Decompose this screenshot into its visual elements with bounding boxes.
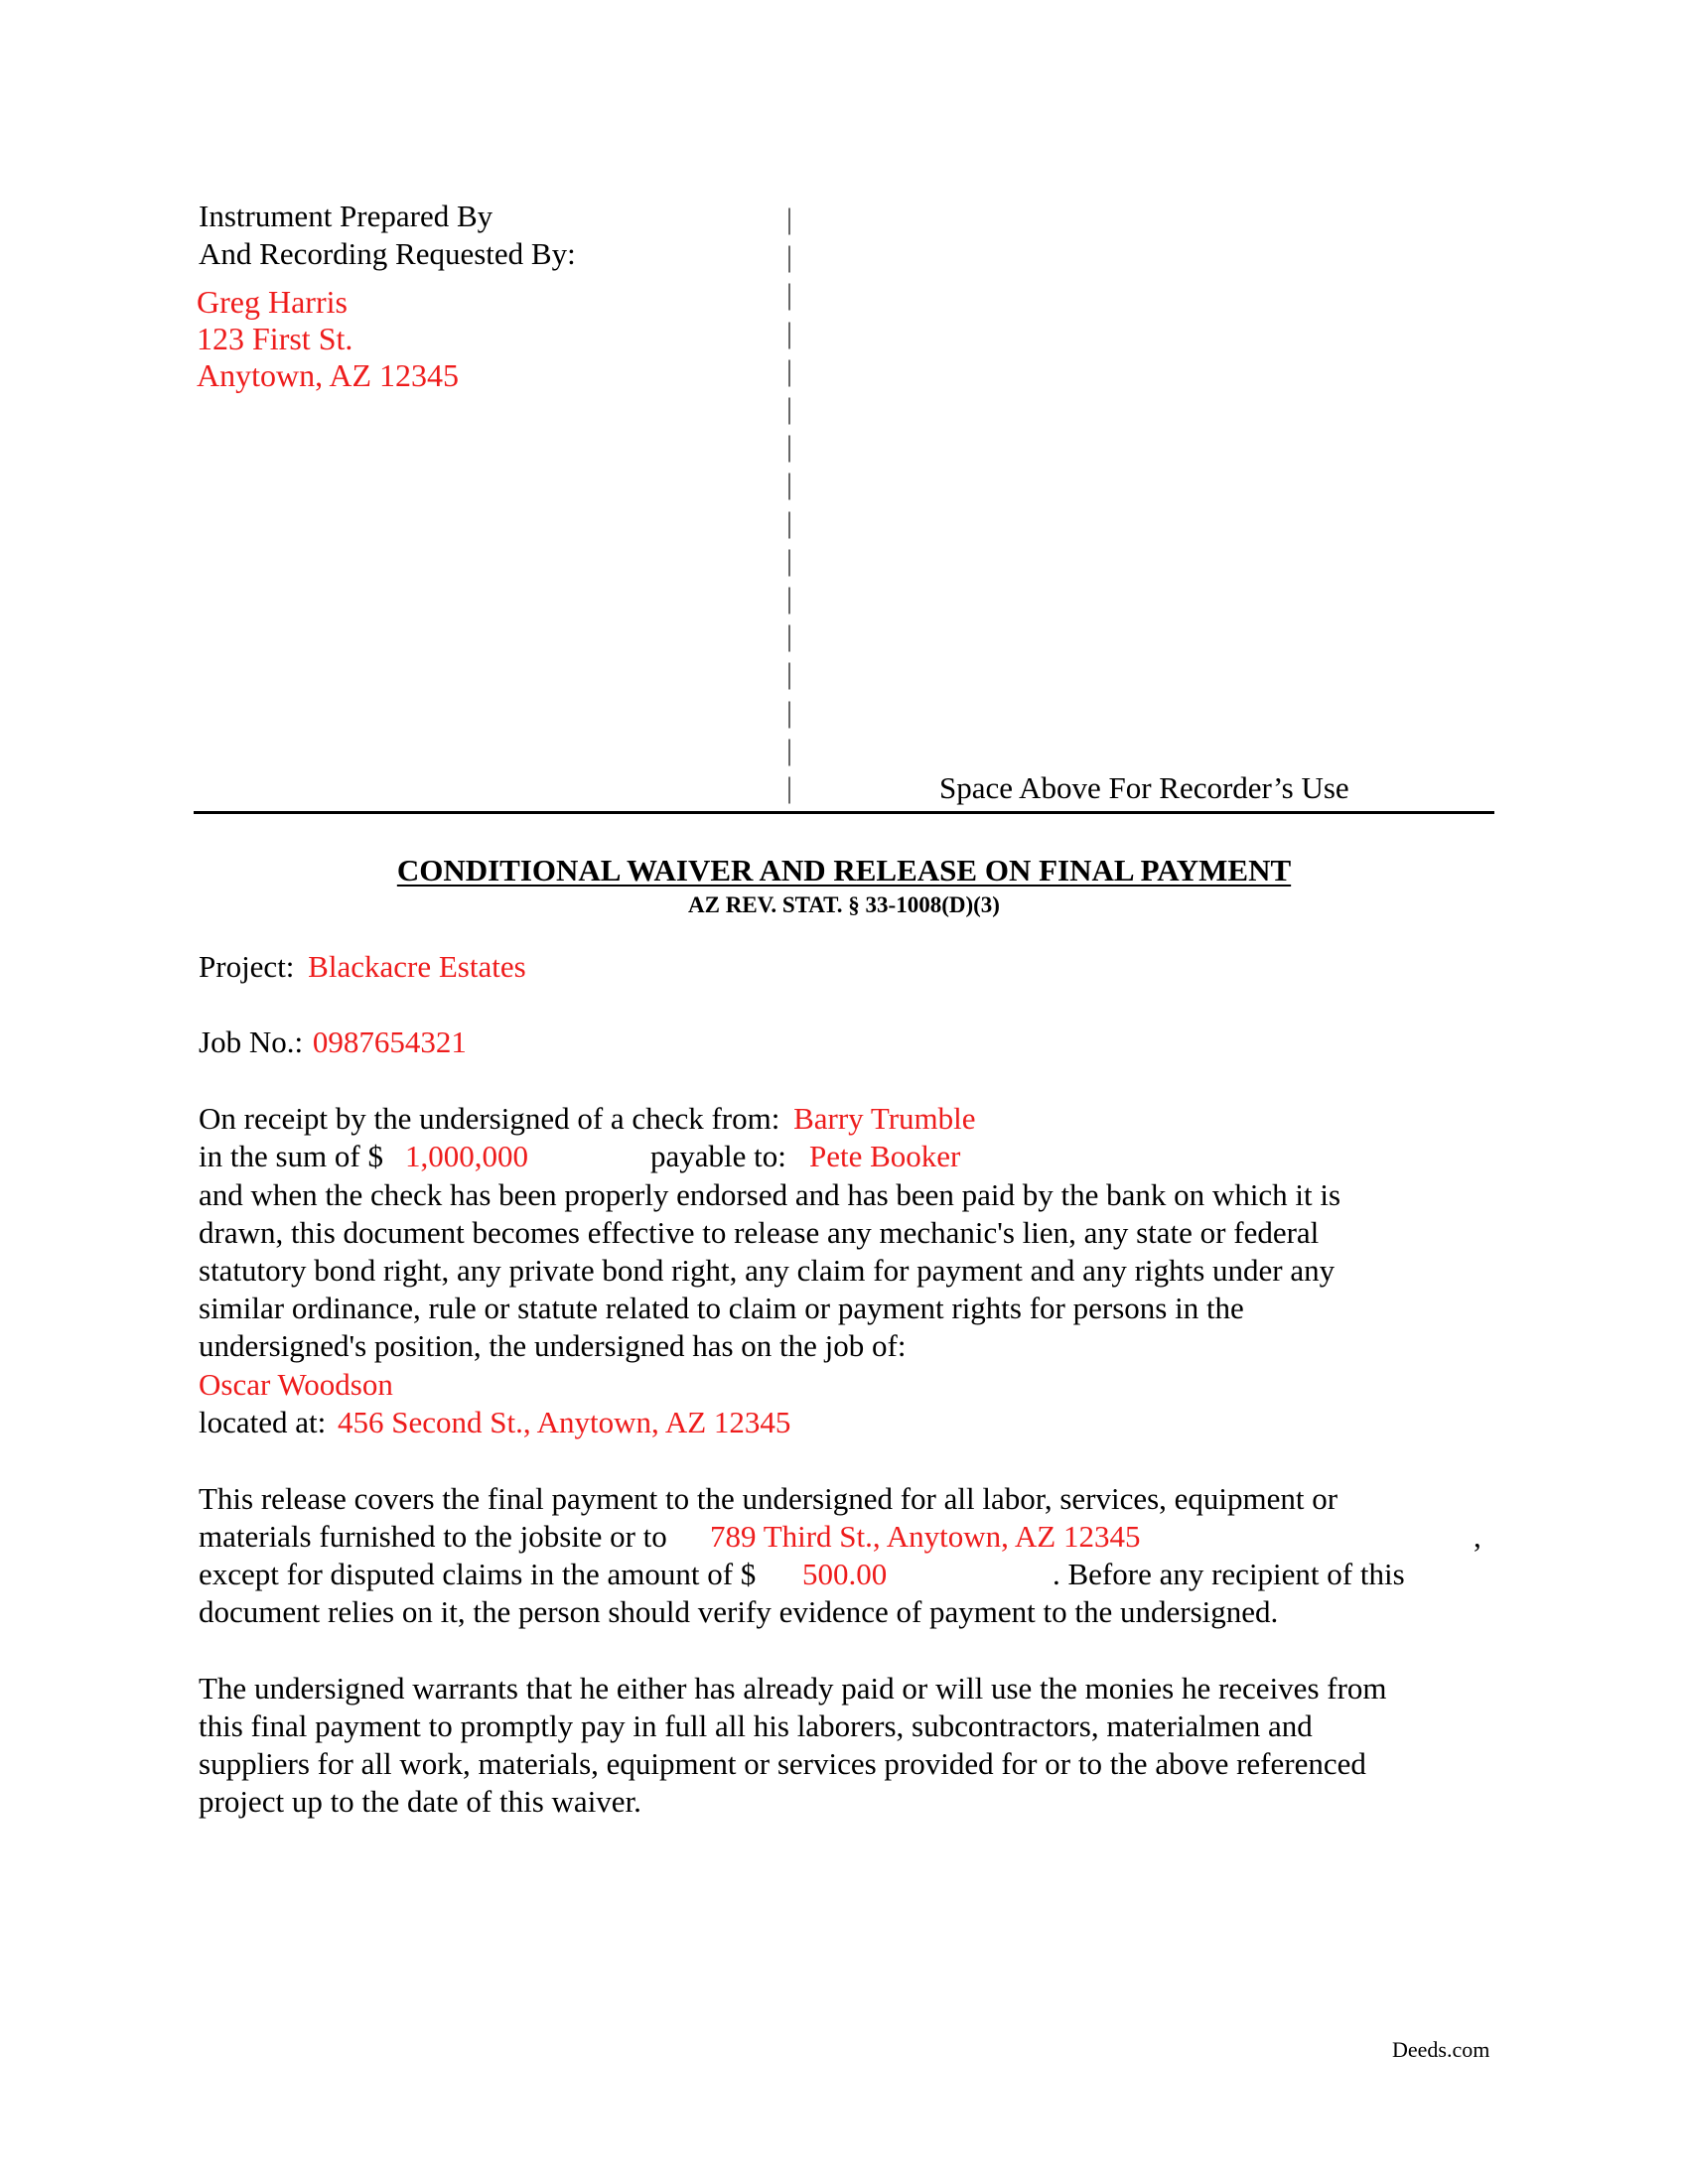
recorder-divider-bar: |: [786, 657, 793, 691]
job-owner-value: Oscar Woodson: [199, 1367, 393, 1402]
recorder-rule: [194, 811, 1494, 814]
recorder-space-label: Space Above For Recorder’s Use: [939, 770, 1349, 805]
recorder-divider-bar: |: [786, 203, 793, 235]
para2-line-1: This release covers the final payment to the undersigned for all labor, services, equipment or: [199, 1481, 1338, 1516]
recorder-divider-bar: |: [786, 771, 793, 805]
check-from-line: [199, 1100, 976, 1138]
prepared-by-line-1: Instrument Prepared By: [199, 199, 493, 233]
recorder-divider-bar: |: [786, 392, 793, 426]
job-value: 0987654321: [312, 1024, 467, 1059]
para1-body-line-1: and when the check has been properly endorsed and has been paid by the bank on which it is: [199, 1177, 1341, 1212]
recorder-divider-bar: |: [786, 733, 793, 766]
recorder-divider-bar: |: [786, 582, 793, 615]
prepared-by-block: [199, 198, 576, 273]
recorder-divider-bar: |: [786, 505, 793, 539]
para3-line-3: suppliers for all work, materials, equipment or services provided for or to the above referenced: [199, 1746, 1366, 1781]
recorder-divider-bar: |: [786, 240, 793, 274]
document-title-text: CONDITIONAL WAIVER AND RELEASE ON FINAL PAYMENT: [396, 853, 1292, 887]
footer-deeds-mark: Deeds.com: [1392, 2037, 1490, 2062]
payable-value: Pete Booker: [809, 1139, 961, 1173]
sum-value: 1,000,000: [405, 1139, 528, 1173]
recorder-divider-bar: |: [786, 543, 793, 577]
project-value: Blackacre Estates: [308, 949, 526, 984]
job-label: Job No.:: [199, 1024, 304, 1059]
para1-body-line-3: statutory bond right, any private bond right, any claim for payment and any rights under any: [199, 1253, 1336, 1288]
para2-line-3-suffix: . Before any recipient of this: [1053, 1557, 1405, 1591]
jobsite-address-value: 789 Third St., Anytown, AZ 12345: [710, 1519, 1141, 1554]
located-line: [199, 1404, 790, 1441]
para3-line-4: project up to the date of this waiver.: [199, 1784, 641, 1819]
project-label: Project:: [199, 949, 295, 984]
return-to-name: Greg Harris: [197, 284, 348, 320]
recorder-divider-bar: |: [786, 619, 793, 653]
prepared-by-line-2: And Recording Requested By:: [199, 236, 576, 271]
para3-line-1: The undersigned warrants that he either has already paid or will use the monies he receives from: [199, 1671, 1387, 1706]
para1-body-line-4: similar ordinance, rule or statute related to claim or payment rights for persons in the: [199, 1291, 1244, 1325]
para2-line-4: document relies on it, the person should verify evidence of payment to the undersigned.: [199, 1594, 1279, 1629]
sum-label: in the sum of $: [199, 1139, 383, 1173]
recorder-divider-bar: |: [786, 430, 793, 464]
disputed-amount-value: 500.00: [802, 1557, 888, 1591]
recorder-divider-bar: |: [786, 353, 793, 387]
para1-body-line-2: drawn, this document becomes effective to release any mechanic's lien, any state or federal: [199, 1215, 1320, 1250]
document-title: [0, 852, 1688, 889]
recorder-divider-bar: |: [786, 468, 793, 501]
project-line: [199, 948, 526, 986]
para2-line-2-prefix: materials furnished to the jobsite or to: [199, 1519, 667, 1554]
return-to-street: 123 First St.: [197, 321, 353, 356]
return-to-block: [197, 284, 459, 394]
recorder-divider-bar: |: [786, 695, 793, 729]
return-to-city: Anytown, AZ 12345: [197, 357, 459, 393]
para2-line-3-prefix: except for disputed claims in the amount of $: [199, 1557, 757, 1591]
check-from-label: On receipt by the undersigned of a check from:: [199, 1101, 780, 1136]
recorder-divider: [786, 201, 796, 808]
para3-line-2: this final payment to promptly pay in full all his laborers, subcontractors, materialmen and: [199, 1708, 1313, 1743]
para1-body-line-5: undersigned's position, the undersigned has on the job of:: [199, 1328, 907, 1363]
payable-label: payable to:: [650, 1139, 786, 1173]
recorder-divider-bar: |: [786, 316, 793, 349]
job-line: [199, 1024, 467, 1061]
statute-reference: AZ REV. STAT. § 33-1008(D)(3): [688, 892, 1000, 917]
recorder-divider-bar: |: [786, 278, 793, 312]
check-from-value: Barry Trumble: [793, 1101, 976, 1136]
para2-line-2-suffix: ,: [1474, 1519, 1481, 1554]
located-label: located at:: [199, 1405, 327, 1439]
located-value: 456 Second St., Anytown, AZ 12345: [338, 1405, 791, 1439]
